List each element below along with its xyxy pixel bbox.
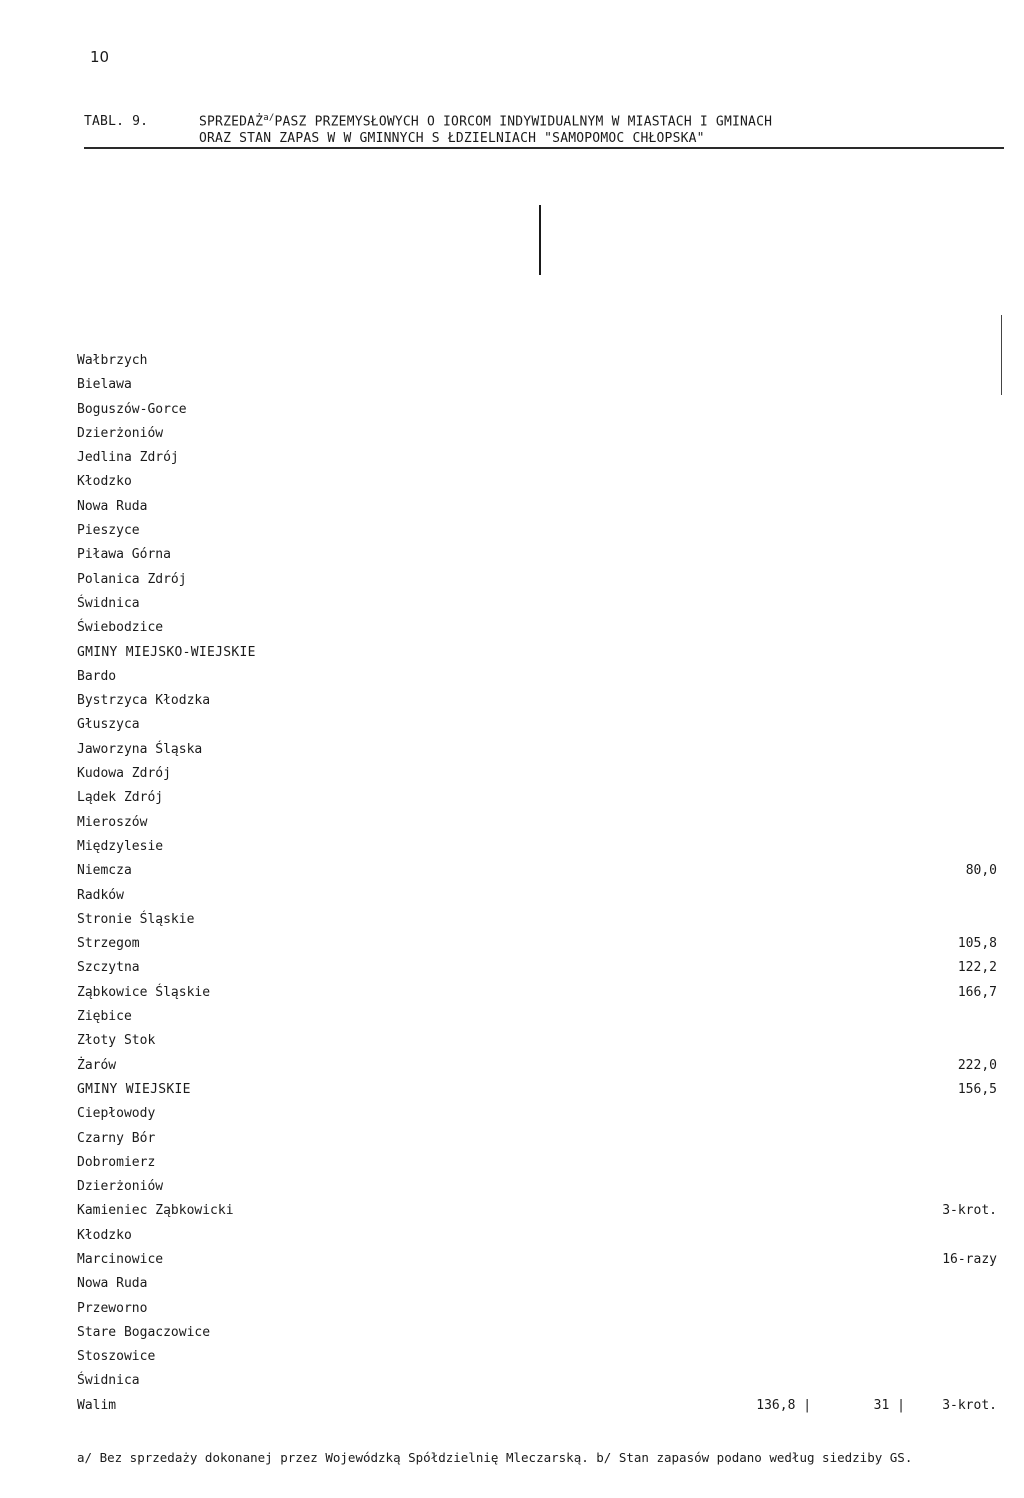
row-name: Kłodzko [77,474,132,490]
row-name: Lądek Zdrój [77,790,164,806]
column-divider [539,205,541,275]
table-row [77,1224,997,1248]
table-row [77,1394,997,1418]
row-name: Wałbrzych [77,353,148,368]
row-value: 16-razy [942,1251,997,1267]
table-row [77,908,997,932]
table-row [77,1321,997,1345]
row-value: 3-krot. [942,1397,997,1413]
title-part1: SPRZEDAŻ [199,114,264,130]
table-row [77,835,997,859]
row-name: Stare Bogaczowice [77,1324,211,1340]
row-name: Niemcza [77,863,132,879]
table-row [77,981,997,1005]
table-row [77,713,997,737]
row-value: 105,8 [957,936,997,952]
row-name: Pieszyce [77,523,140,539]
row-name: Żarów [77,1057,117,1073]
row-value: 166,7 [957,984,997,1000]
table-row [77,762,997,786]
table-row [77,1248,997,1272]
row-value: 156,5 [957,1081,997,1097]
table-row [77,1199,997,1223]
table-row [77,932,997,956]
row-name: GMINY MIEJSKO-WIEJSKIE [77,644,256,660]
row-name: Jedlina Zdrój [77,450,179,466]
row-name: Nowa Ruda [77,1276,148,1292]
table-row [77,665,997,689]
row-name: Stronie Śląskie [77,911,195,927]
title-part1-rest: PASZ PRZEMYSŁOWYCH O IORCOM INDYWIDUALNYM W MIASTACH I GMINACH [274,114,773,130]
data-rows [77,349,997,1418]
row-name: Szczytna [77,960,140,976]
row-name: Ząbkowice Śląskie [77,984,211,1000]
table-row [77,1297,997,1321]
row-name: Boguszów-Gorce [77,401,187,417]
row-name: Przeworno [77,1300,148,1316]
row-name: Złoty Stok [77,1033,156,1049]
column-edge-mark [1001,315,1002,395]
table-row [77,1272,997,1296]
row-name: Czarny Bór [77,1130,156,1146]
table-row [77,884,997,908]
row-name: Kłodzko [77,1227,132,1243]
row-name: Głuszyca [77,717,140,733]
row-name: Radków [77,887,124,903]
row-name: Świebodzice [77,620,164,636]
row-value: 80,0 [965,863,997,879]
row-extra-values: 136,8 | 31 | [756,1397,905,1413]
row-name: Dobromierz [77,1154,156,1170]
table-row [77,422,997,446]
table-row [77,859,997,883]
table-row [77,398,997,422]
table-row [77,349,997,373]
table-label: TABL. 9. [84,114,149,130]
row-name: Piława Górna [77,547,171,563]
row-value: 222,0 [957,1057,997,1073]
row-value: 122,2 [957,960,997,976]
table-title [84,110,772,147]
row-name: Międzylesie [77,838,164,854]
row-name: Świdnica [77,595,140,611]
section-header-row [77,641,997,665]
table-row [77,1054,997,1078]
table-row [77,543,997,567]
table-row [77,956,997,980]
table-row [77,495,997,519]
footnote: a/ Bez sprzedaży dokonanej przez Wojewódzką Spółdzielnię Mleczarską. b/ Stan zapasów podano według siedziby GS. [77,1450,913,1465]
table-row [77,811,997,835]
table-row [77,1345,997,1369]
table-title-line1 [84,110,772,130]
row-name: Marcinowice [77,1251,164,1267]
row-name: Ciepłowody [77,1106,156,1122]
table-row [77,616,997,640]
row-name: Nowa Ruda [77,498,148,514]
row-value: 3-krot. [942,1203,997,1219]
table-row [77,689,997,713]
table-row [77,568,997,592]
row-name: Dzierżoniów [77,425,164,441]
table-row [77,1369,997,1393]
row-name: Polanica Zdrój [77,571,187,587]
table-row [77,738,997,762]
header-rule [84,147,1004,149]
row-name: Bystrzyca Kłodzka [77,693,211,709]
page-number: 10 [90,48,110,66]
table-row [77,1175,997,1199]
title-footnote-mark: a/ [263,113,275,123]
row-name: Dzierżoniów [77,1179,164,1195]
table-row [77,1005,997,1029]
table-row [77,1029,997,1053]
section-header-row [77,1078,997,1102]
table-title-line2: ORAZ STAN ZAPAS W W GMINNYCH S ŁDZIELNIACH "SAMOPOMOC CHŁOPSKA" [199,131,705,147]
table-row [77,1127,997,1151]
table-row [77,470,997,494]
row-name: GMINY WIEJSKIE [77,1081,191,1097]
row-name: Kudowa Zdrój [77,766,171,782]
row-name: Ziębice [77,1009,132,1025]
row-name: Bardo [77,668,117,684]
table-row [77,592,997,616]
table-row [77,1102,997,1126]
table-row [77,446,997,470]
row-name: Jaworzyna Śląska [77,741,203,757]
row-name: Strzegom [77,936,140,952]
row-name: Świdnica [77,1373,140,1389]
table-row [77,519,997,543]
row-name: Walim [77,1397,117,1413]
row-name: Mieroszów [77,814,148,830]
table-row [77,1151,997,1175]
row-name: Bielawa [77,377,132,393]
row-name: Kamieniec Ząbkowicki [77,1203,234,1219]
table-row [77,786,997,810]
row-name: Stoszowice [77,1349,156,1365]
table-row [77,373,997,397]
